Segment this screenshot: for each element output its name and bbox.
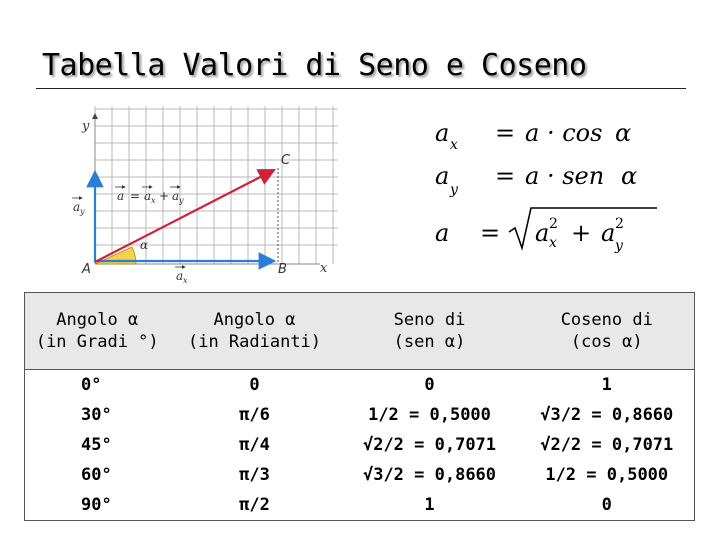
svg-text:a: a: [435, 219, 450, 247]
svg-text:=: =: [495, 119, 516, 147]
cell-cosine: 0: [520, 490, 695, 521]
table-row: [25, 490, 695, 521]
vector-a: [95, 170, 274, 262]
svg-text:x: x: [450, 137, 458, 153]
svg-text:a: a: [73, 200, 81, 214]
table-row: [25, 460, 695, 490]
cell-degrees: 30°: [25, 400, 170, 430]
table-row: [25, 400, 695, 430]
vector-relation: [115, 187, 184, 205]
svg-text:a: a: [117, 189, 125, 203]
label-y: y: [82, 119, 90, 134]
label-C: C: [281, 153, 291, 168]
svg-text:a: a: [172, 189, 180, 203]
label-x: x: [320, 261, 328, 276]
cell-cosine: 1/2 = 0,5000: [520, 460, 695, 490]
label-alpha: α: [140, 238, 149, 252]
cell-sine: 1: [340, 490, 520, 521]
formula-ax: [435, 119, 631, 153]
svg-text:x: x: [549, 235, 557, 251]
svg-text:x: x: [183, 276, 188, 284]
cell-radians: π/6: [239, 405, 270, 425]
header-radians: Angolo α (in Radianti): [170, 293, 340, 370]
grid: [95, 106, 338, 264]
cell-degrees: 90°: [25, 490, 170, 521]
component-formulas: [425, 110, 670, 260]
cell-degrees: 60°: [25, 460, 170, 490]
cell-sine: √2/2 = 0,7071: [362, 435, 497, 455]
label-A: A: [82, 262, 91, 277]
svg-text:2: 2: [549, 216, 558, 232]
title-divider: [36, 88, 686, 89]
label-ay-left: [72, 198, 85, 216]
svg-text:=: =: [480, 219, 501, 247]
svg-text:=: =: [495, 162, 516, 190]
svg-text:α: α: [621, 162, 638, 190]
svg-text:a: a: [176, 269, 184, 283]
svg-text:+: +: [159, 189, 170, 203]
cell-sine: 1/2 = 0,5000: [368, 405, 491, 425]
svg-text:y: y: [615, 238, 623, 254]
cell-sine: √3/2 = 0,8660: [362, 465, 497, 485]
cell-cosine: 1: [520, 370, 695, 401]
sin-cos-table: [24, 292, 695, 521]
svg-text:y: y: [450, 182, 458, 198]
cell-radians: π/4: [239, 435, 270, 455]
cell-radians: π/2: [170, 490, 340, 521]
cell-degrees: 45°: [25, 430, 170, 460]
svg-text:α: α: [615, 119, 632, 147]
svg-text:a: a: [144, 189, 152, 203]
svg-text:=: =: [130, 189, 141, 203]
header-cosine: Coseno di (cos α): [520, 293, 695, 370]
cell-cosine: √3/2 = 0,8660: [520, 400, 695, 430]
svg-text:a: a: [435, 119, 450, 147]
svg-text:a · cos: a · cos: [525, 119, 603, 147]
svg-text:y: y: [179, 196, 184, 205]
header-sine: Seno di (sen α): [340, 293, 520, 370]
cell-cosine: √2/2 = 0,7071: [520, 430, 695, 460]
vector-diagram: [70, 104, 350, 284]
table-row: [25, 370, 695, 401]
svg-text:a · sen: a · sen: [525, 162, 605, 190]
formula-magnitude: [435, 208, 657, 254]
cell-degrees: 0°: [25, 370, 170, 401]
cell-radians: 0: [249, 375, 260, 395]
svg-text:y: y: [80, 207, 85, 216]
header-degrees: Angolo α (in Gradi °): [25, 293, 170, 370]
table-row: [25, 430, 695, 460]
cell-sine: 0: [424, 375, 435, 395]
svg-text:+: +: [571, 219, 592, 247]
svg-text:2: 2: [615, 216, 624, 232]
svg-text:a: a: [601, 219, 616, 247]
svg-text:a: a: [435, 162, 450, 190]
formula-ay: [435, 162, 637, 198]
label-B: B: [278, 262, 287, 277]
label-ax-bottom: [175, 267, 188, 284]
svg-text:a: a: [535, 219, 550, 247]
table-header-row: [25, 293, 695, 370]
cell-radians: π/3: [239, 465, 270, 485]
page-title: Tabella Valori di Seno e Coseno: [42, 48, 587, 83]
svg-text:x: x: [151, 196, 156, 205]
